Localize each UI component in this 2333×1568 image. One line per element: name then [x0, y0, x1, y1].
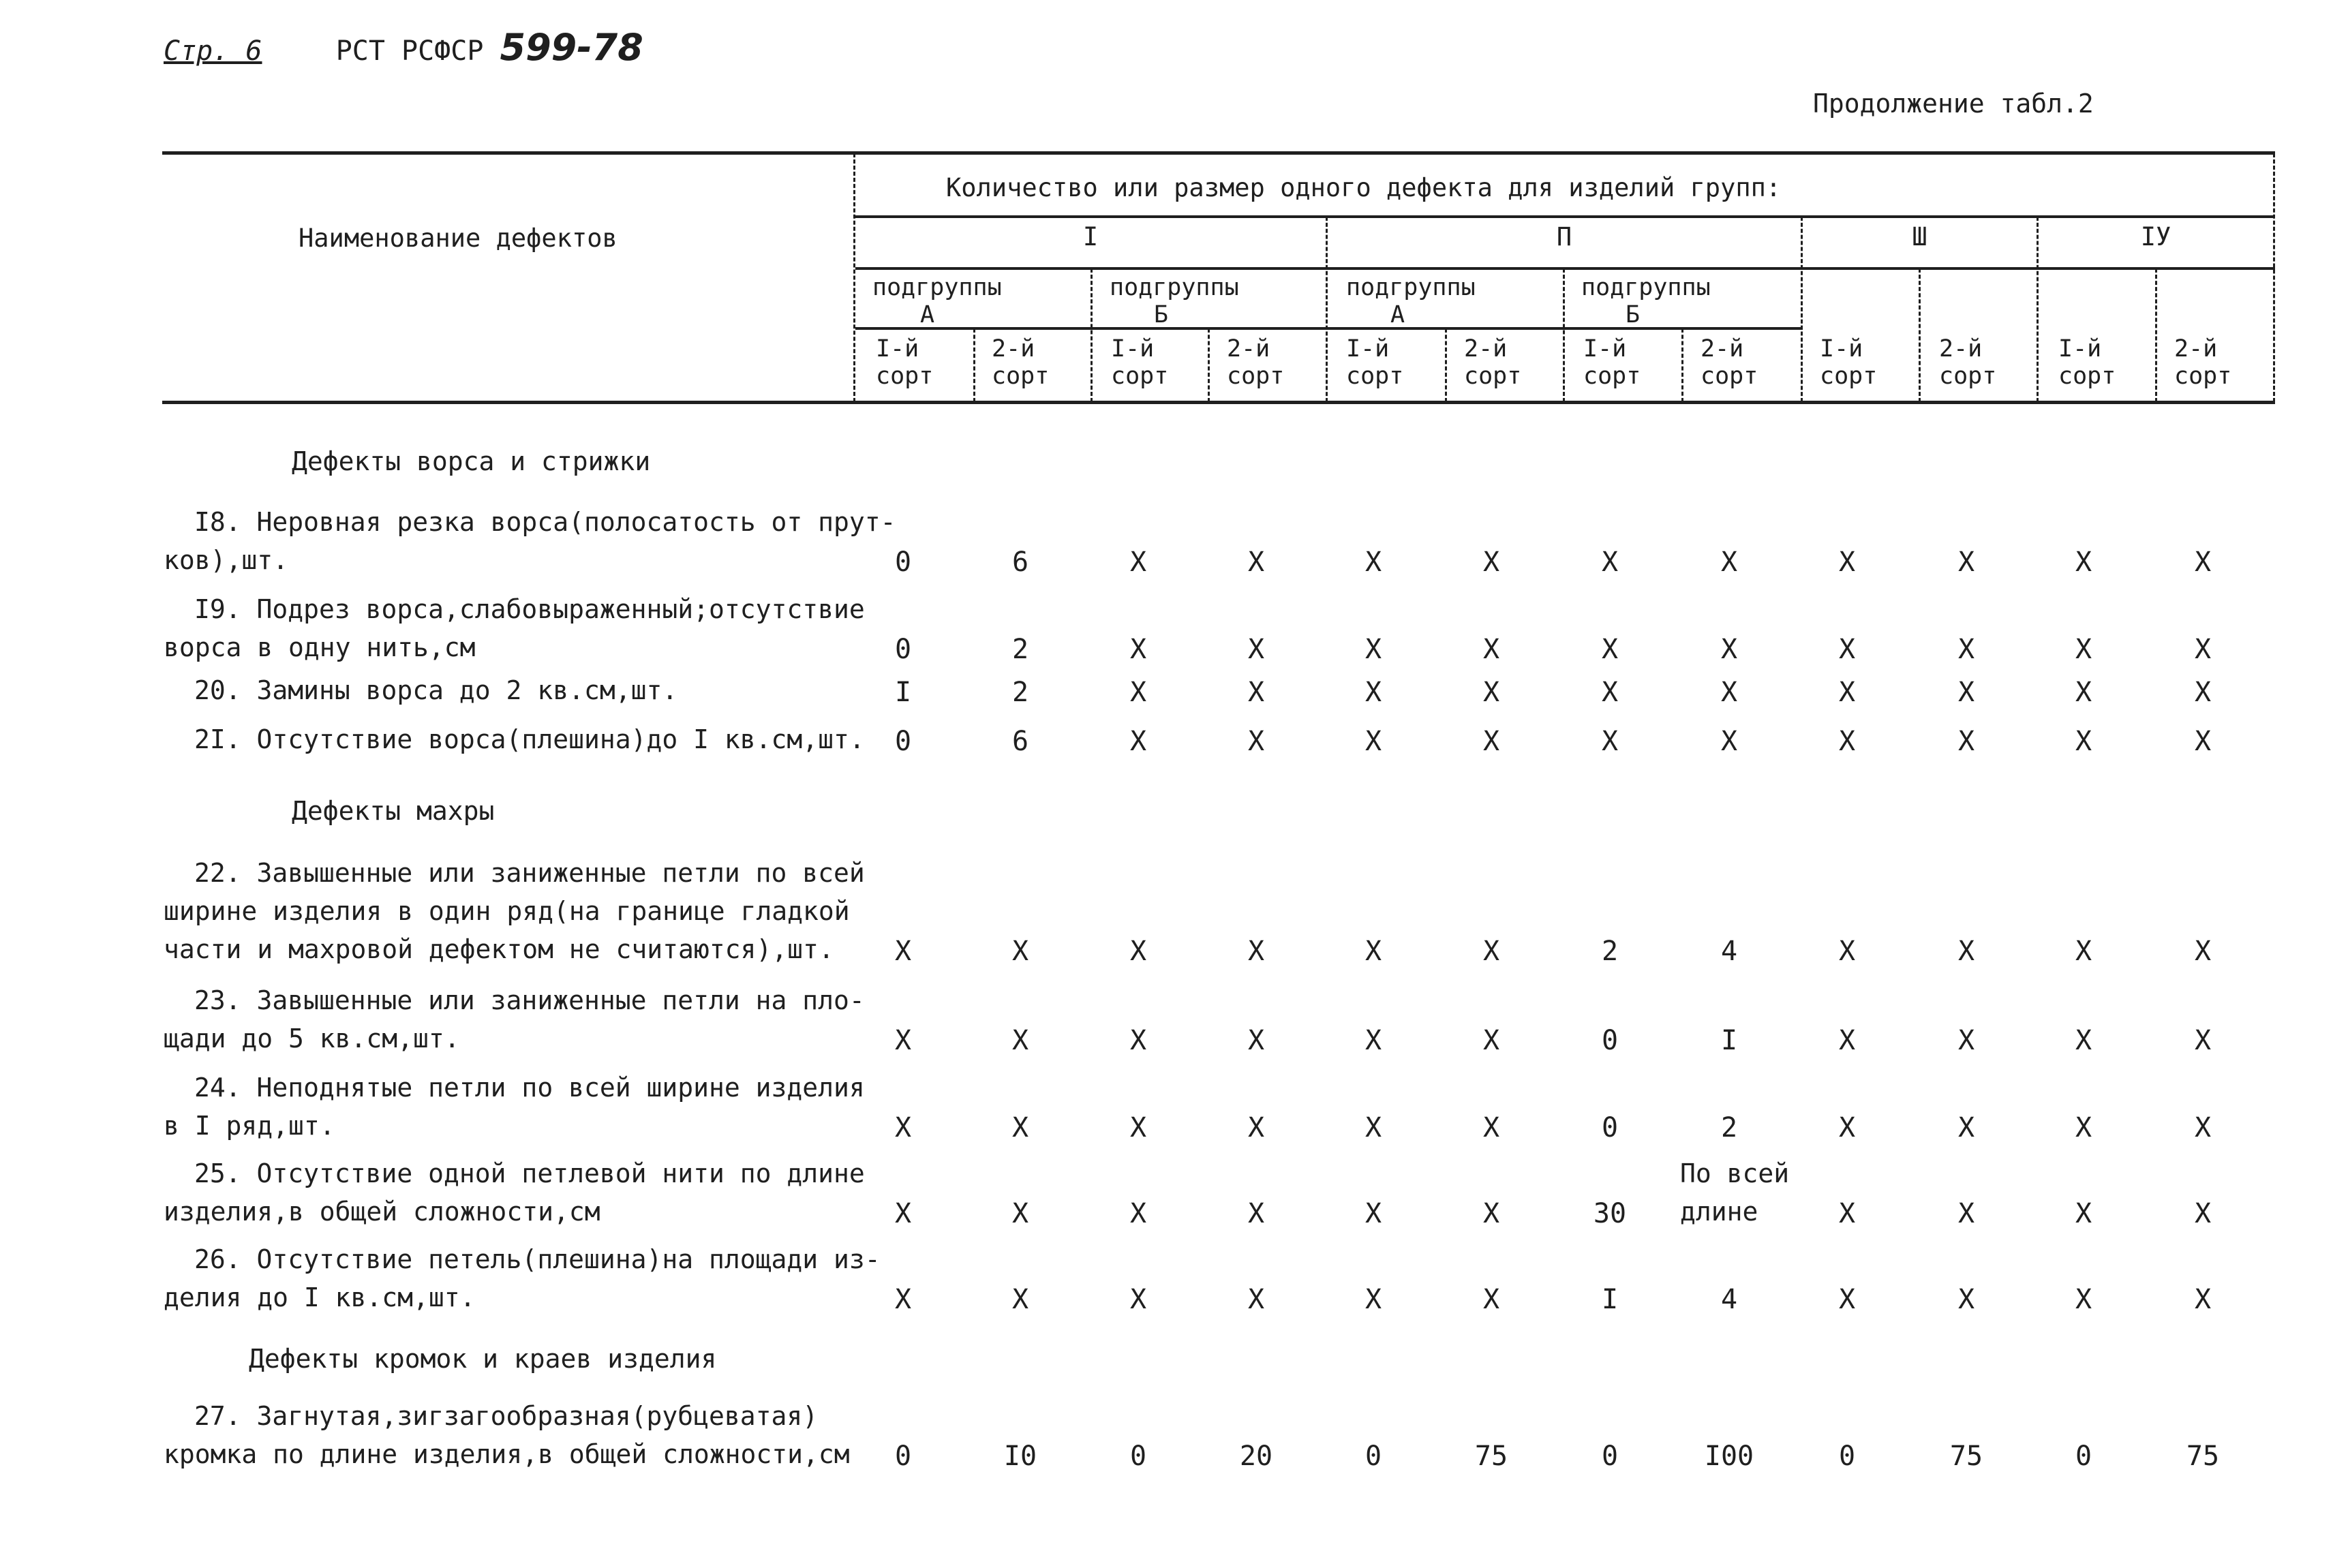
- table-cell-value: X: [1957, 726, 1975, 757]
- table-cell-value: X: [1247, 1284, 1265, 1315]
- header-rule-groups: [855, 215, 2275, 218]
- table-cell-value: X: [2194, 634, 2212, 665]
- table-cell-value: 30: [1593, 1198, 1627, 1229]
- table-top-rule: [162, 151, 2275, 155]
- table-cell-value: X: [1129, 1112, 1147, 1143]
- grade-header: 2-й сорт: [1464, 335, 1522, 390]
- grade-header: I-й сорт: [876, 335, 934, 390]
- table-cell-value: 0: [894, 634, 912, 665]
- defect-name: I9. Подрез ворса,слабовыраженный;отсутствие ворса в одну нить,см: [164, 594, 865, 662]
- table-cell-value: X: [1129, 726, 1147, 757]
- table-cell-value: 0: [894, 547, 912, 578]
- table-cell-value: X: [1247, 677, 1265, 708]
- table-header-bottom-rule: [162, 401, 2275, 404]
- table-cell-value: X: [1601, 677, 1619, 708]
- divider-grade-3: [1208, 328, 1210, 402]
- table-cell-value: X: [1011, 936, 1029, 967]
- table-cell-value: 0: [1601, 1025, 1619, 1056]
- table-cell-value: X: [1838, 547, 1856, 578]
- table-cell-value: X: [1011, 1025, 1029, 1056]
- divider-grade-11: [2155, 268, 2157, 402]
- section-title: Дефекты ворса и стрижки: [292, 446, 651, 476]
- table-cell-value: X: [1957, 1025, 1975, 1056]
- table-cell-value: X: [1364, 1112, 1382, 1143]
- table-cell-value: X: [1957, 936, 1975, 967]
- divider-subgroup-1b: [1091, 268, 1093, 402]
- grade-header: 2-й сорт: [1939, 335, 1997, 390]
- table-cell-value: X: [1838, 1284, 1856, 1315]
- page-header: [164, 26, 643, 69]
- grade-header: 2-й сорт: [2174, 335, 2232, 390]
- table-cell-value: X: [2194, 677, 2212, 708]
- table-cell-value: X: [1011, 1198, 1029, 1229]
- table-cell-value: 20: [1239, 1441, 1273, 1472]
- table-cell-value: X: [1957, 1112, 1975, 1143]
- table-cell-value: I0: [1003, 1441, 1037, 1472]
- defect-name: 26. Отсутствие петель(плешина)на площади из- делия до I кв.см,шт.: [164, 1244, 881, 1312]
- grade-header: I-й сорт: [2058, 335, 2116, 390]
- defect-name: 2I. Отсутствие ворса(плешина)до I кв.см,шт.: [194, 724, 865, 754]
- table-cell-value: 0: [1601, 1112, 1619, 1143]
- table-cell-value: 4: [1720, 1284, 1738, 1315]
- table-cell-value: X: [1364, 1284, 1382, 1315]
- table-cell-value: X: [2194, 1284, 2212, 1315]
- table-cell-value: X: [2194, 1198, 2212, 1229]
- defect-name: 23. Завышенные или заниженные петли на пло- щади до 5 кв.см,шт.: [164, 985, 865, 1054]
- table-cell-value: X: [1482, 547, 1500, 578]
- table-cell-value: X: [1838, 1112, 1856, 1143]
- cell-note: По всей длине: [1680, 1158, 1790, 1227]
- table-cell-value: X: [894, 936, 912, 967]
- table-cell-value: X: [1482, 634, 1500, 665]
- header-rule-subgroups: [855, 267, 2275, 270]
- defect-name: 22. Завышенные или заниженные петли по всей ширине изделия в один ряд(на границе гладкой части и махровой дефектом не считаются),шт.: [164, 858, 865, 964]
- table-cell-value: X: [1364, 547, 1382, 578]
- table-cell-value: 2: [1601, 936, 1619, 967]
- table-cell-value: X: [1482, 1112, 1500, 1143]
- table-cell-value: X: [1720, 547, 1738, 578]
- table-cell-value: 2: [1011, 677, 1029, 708]
- standard-label: РСТ РСФСР: [335, 35, 484, 67]
- divider-grade-5: [1445, 328, 1447, 402]
- section-title: Дефекты кромок и краев изделия: [249, 1344, 717, 1374]
- subgroup-label: подгруппы Б: [1581, 274, 1711, 328]
- grade-header: I-й сорт: [1346, 335, 1404, 390]
- table-cell-value: X: [1129, 634, 1147, 665]
- quantity-header: Количество или размер одного дефекта для изделий групп:: [946, 173, 1782, 202]
- subgroup-label: подгруппы А: [872, 274, 1002, 328]
- table-cell-value: X: [894, 1112, 912, 1143]
- table-cell-value: X: [1720, 726, 1738, 757]
- grade-header: I-й сорт: [1111, 335, 1169, 390]
- table-cell-value: I00: [1704, 1441, 1754, 1472]
- table-cell-value: X: [1129, 547, 1147, 578]
- table-cell-value: X: [1129, 936, 1147, 967]
- table-cell-value: X: [1482, 677, 1500, 708]
- table-cell-value: X: [1601, 634, 1619, 665]
- table-cell-value: X: [2194, 936, 2212, 967]
- table-cell-value: X: [1601, 726, 1619, 757]
- table-cell-value: X: [1364, 1025, 1382, 1056]
- table-cell-value: X: [2075, 726, 2092, 757]
- defect-name: I8. Неровная резка ворса(полосатость от прут- ков),шт.: [164, 507, 896, 575]
- table-cell-value: 75: [2186, 1441, 2220, 1472]
- table-cell-value: X: [1247, 547, 1265, 578]
- table-cell-value: X: [1720, 634, 1738, 665]
- table-cell-value: X: [1364, 1198, 1382, 1229]
- name-column-header: Наименование дефектов: [299, 224, 617, 253]
- grade-header: 2-й сорт: [1227, 335, 1285, 390]
- grade-header: 2-й сорт: [992, 335, 1050, 390]
- divider-subgroup-2b: [1563, 268, 1565, 402]
- group-label: Ш: [1912, 222, 1927, 251]
- table-cell-value: X: [1720, 677, 1738, 708]
- table-cell-value: X: [1957, 1284, 1975, 1315]
- table-cell-value: X: [1247, 1025, 1265, 1056]
- table-cell-value: X: [1129, 1198, 1147, 1229]
- table-cell-value: X: [894, 1025, 912, 1056]
- table-cell-value: 6: [1011, 547, 1029, 578]
- table-cell-value: X: [2075, 936, 2092, 967]
- group-label: I: [1082, 222, 1099, 251]
- table-cell-value: X: [2194, 726, 2212, 757]
- table-cell-value: X: [894, 1284, 912, 1315]
- table-cell-value: 2: [1011, 634, 1029, 665]
- table-cell-value: X: [2194, 1112, 2212, 1143]
- table-cell-value: X: [1482, 1025, 1500, 1056]
- table-cell-value: X: [1364, 634, 1382, 665]
- table-cell-value: X: [1129, 1025, 1147, 1056]
- group-label: IУ: [2140, 222, 2171, 251]
- table-cell-value: 75: [1949, 1441, 1983, 1472]
- table-cell-value: 0: [1129, 1441, 1147, 1472]
- defect-name: 24. Неподнятые петли по всей ширине изделия в I ряд,шт.: [164, 1073, 865, 1141]
- table-cell-value: X: [2194, 547, 2212, 578]
- divider-name-column: [853, 153, 855, 402]
- divider-grade-1: [973, 328, 975, 402]
- table-cell-value: 75: [1474, 1441, 1508, 1472]
- defect-name: 27. Загнутая,зигзагообразная(рубцеватая) кромка по длине изделия,в общей сложности,см: [164, 1401, 850, 1469]
- divider-grade-9: [1919, 268, 1921, 402]
- divider-right-edge: [2273, 153, 2275, 402]
- table-cell-value: 0: [1364, 1441, 1382, 1472]
- table-cell-value: 4: [1720, 936, 1738, 967]
- table-cell-value: X: [1957, 1198, 1975, 1229]
- table-cell-value: X: [1129, 677, 1147, 708]
- table-cell-value: X: [2075, 547, 2092, 578]
- table-cell-value: X: [1838, 677, 1856, 708]
- group-label: П: [1556, 222, 1572, 251]
- table-cell-value: X: [1247, 1112, 1265, 1143]
- table-cell-value: I: [894, 677, 912, 708]
- standard-number: 599-78: [500, 26, 643, 69]
- table-cell-value: X: [2075, 677, 2092, 708]
- grade-header: I-й сорт: [1820, 335, 1878, 390]
- table-cell-value: X: [1601, 547, 1619, 578]
- table-cell-value: I: [1720, 1025, 1738, 1056]
- table-cell-value: 0: [1601, 1441, 1619, 1472]
- subgroup-label: подгруппы Б: [1110, 274, 1239, 328]
- table-cell-value: 2: [1720, 1112, 1738, 1143]
- section-title: Дефекты махры: [292, 796, 495, 826]
- subgroup-label: подгруппы А: [1346, 274, 1476, 328]
- table-cell-value: X: [1247, 726, 1265, 757]
- table-cell-value: X: [1364, 726, 1382, 757]
- table-cell-value: 0: [894, 1441, 912, 1472]
- grade-header: 2-й сорт: [1701, 335, 1758, 390]
- table-cell-value: X: [1838, 726, 1856, 757]
- table-cell-value: X: [1957, 677, 1975, 708]
- table-cell-value: 0: [894, 726, 912, 757]
- table-cell-value: X: [1838, 1198, 1856, 1229]
- table-cell-value: X: [2075, 634, 2092, 665]
- table-cell-value: X: [1364, 936, 1382, 967]
- continuation-label: Продолжение табл.2: [1813, 89, 2094, 119]
- table-cell-value: X: [1011, 1284, 1029, 1315]
- table-cell-value: X: [1838, 936, 1856, 967]
- table-cell-value: X: [2194, 1025, 2212, 1056]
- table-cell-value: X: [2075, 1198, 2092, 1229]
- divider-grade-7: [1681, 328, 1683, 402]
- table-cell-value: X: [2075, 1284, 2092, 1315]
- grade-header: I-й сорт: [1583, 335, 1641, 390]
- table-cell-value: X: [1364, 677, 1382, 708]
- table-cell-value: X: [1129, 1284, 1147, 1315]
- page-label: Стр. 6: [164, 35, 262, 67]
- table-cell-value: X: [1482, 1284, 1500, 1315]
- table-cell-value: X: [1838, 1025, 1856, 1056]
- defect-name: 25. Отсутствие одной петлевой нити по длине изделия,в общей сложности,см: [164, 1158, 865, 1227]
- table-cell-value: 0: [2075, 1441, 2092, 1472]
- table-cell-value: 6: [1011, 726, 1029, 757]
- table-cell-value: 0: [1838, 1441, 1856, 1472]
- table-cell-value: X: [1482, 1198, 1500, 1229]
- table-cell-value: I: [1601, 1284, 1619, 1315]
- table-cell-value: X: [1838, 634, 1856, 665]
- table-cell-value: X: [1957, 547, 1975, 578]
- table-cell-value: X: [1247, 634, 1265, 665]
- table-cell-value: X: [2075, 1112, 2092, 1143]
- table-cell-value: X: [2075, 1025, 2092, 1056]
- table-cell-value: X: [894, 1198, 912, 1229]
- table-cell-value: X: [1957, 634, 1975, 665]
- table-cell-value: X: [1247, 936, 1265, 967]
- table-cell-value: X: [1482, 936, 1500, 967]
- table-cell-value: X: [1482, 726, 1500, 757]
- table-cell-value: X: [1247, 1198, 1265, 1229]
- table-cell-value: X: [1011, 1112, 1029, 1143]
- defect-name: 20. Замины ворса до 2 кв.см,шт.: [194, 675, 678, 705]
